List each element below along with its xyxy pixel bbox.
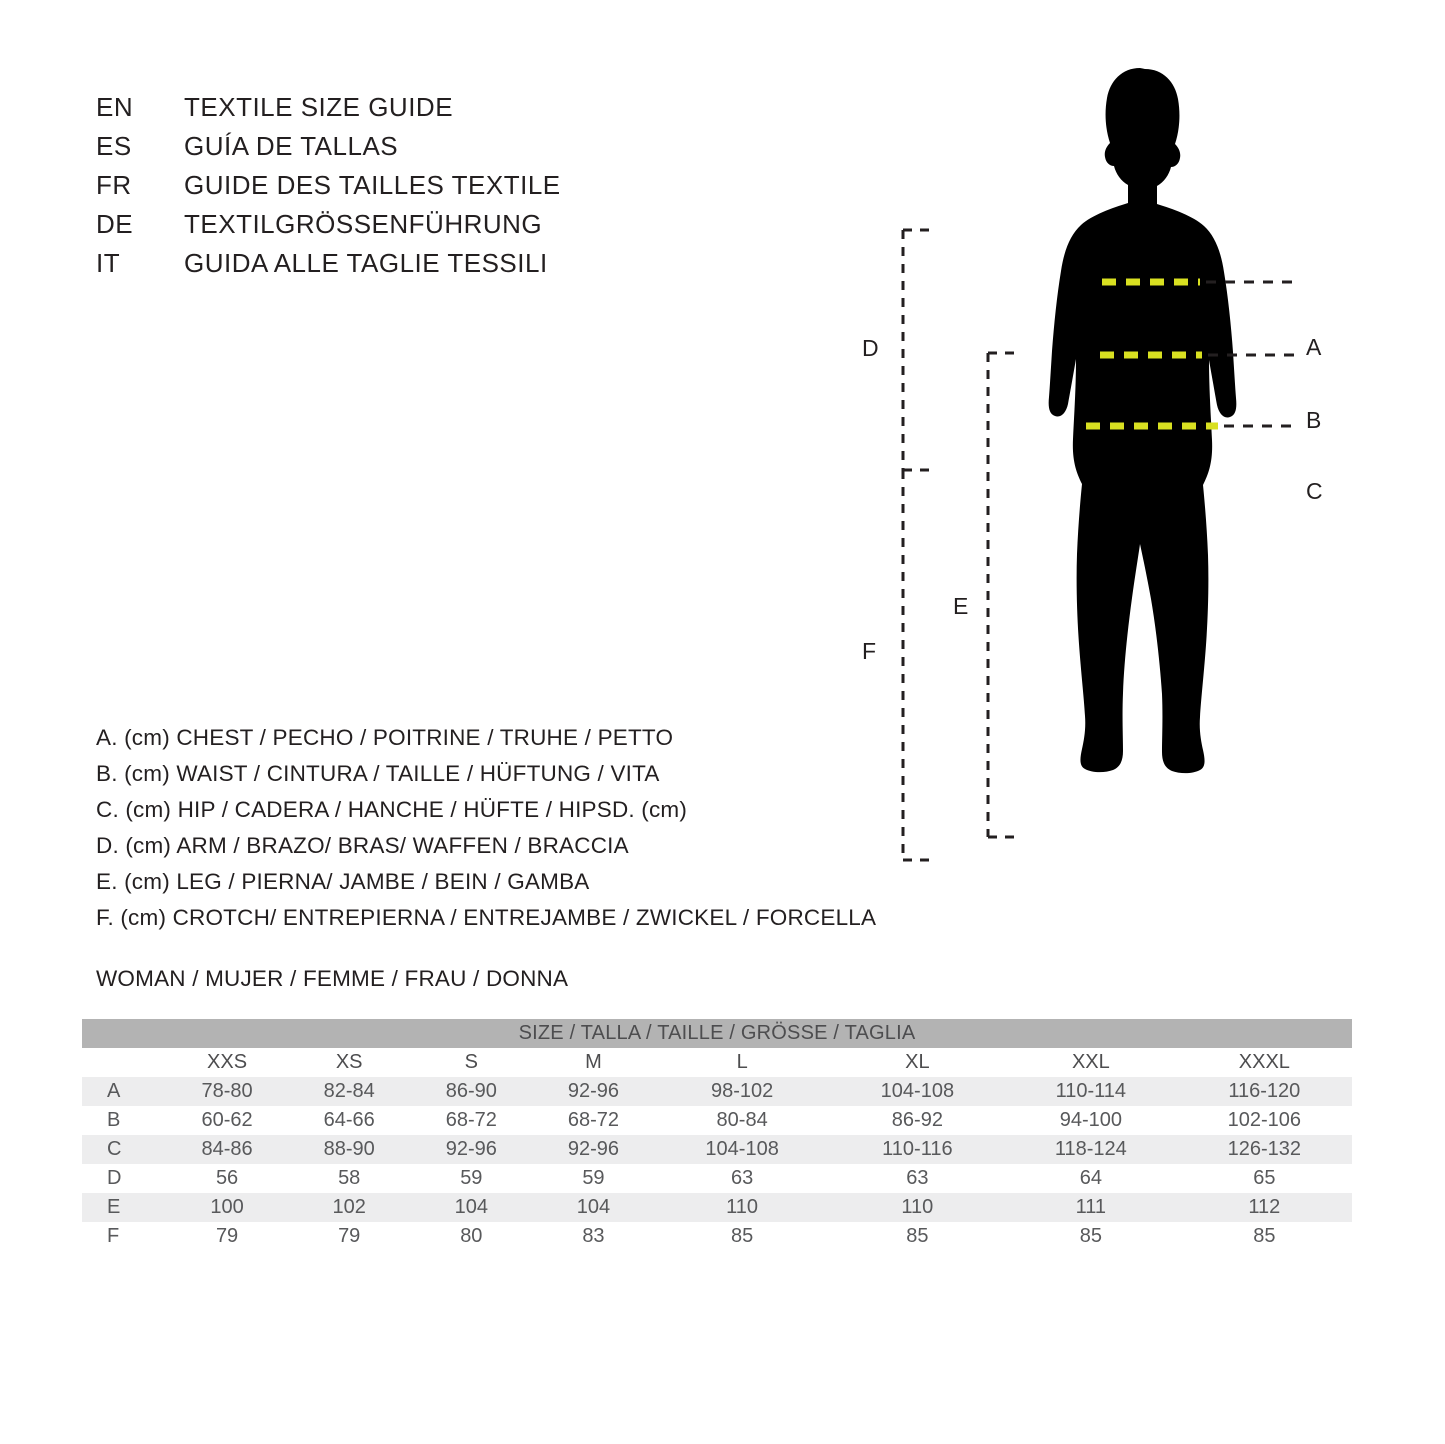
- row-label-d: D: [82, 1164, 166, 1193]
- title-text-it: GUIDA ALLE TAGLIE TESSILI: [184, 248, 548, 278]
- cell-a-xs: 82-84: [288, 1077, 410, 1106]
- marker-b: B: [1306, 407, 1322, 433]
- cell-f-m: 83: [532, 1222, 654, 1251]
- size-table-wrap: [82, 1019, 1352, 1251]
- cell-d-xxxl: 65: [1177, 1164, 1352, 1193]
- size-table: [82, 1019, 1352, 1251]
- legend-item-d: D. (cm) ARM / BRAZO/ BRAS/ WAFFEN / BRACCIA: [96, 833, 629, 858]
- cell-b-l: 80-84: [655, 1106, 830, 1135]
- title-row-en: [96, 92, 561, 131]
- cell-f-xxxl: 85: [1177, 1222, 1352, 1251]
- cell-d-xxl: 64: [1005, 1164, 1177, 1193]
- measurement-diagram: [840, 60, 1400, 910]
- row-label-f: F: [82, 1222, 166, 1251]
- table-row: [82, 1222, 1352, 1251]
- cell-e-xl: 110: [830, 1193, 1005, 1222]
- cell-b-xxl: 94-100: [1005, 1106, 1177, 1135]
- cell-e-s: 104: [410, 1193, 532, 1222]
- cell-f-xxs: 79: [166, 1222, 288, 1251]
- title-lang-en: EN: [96, 92, 134, 122]
- cell-f-xxl: 85: [1005, 1222, 1177, 1251]
- table-header-label: SIZE / TALLA / TAILLE / GRÖSSE / TAGLIA: [82, 1019, 1352, 1048]
- title-lang-es: ES: [96, 131, 132, 161]
- cell-f-l: 85: [655, 1222, 830, 1251]
- size-col-6: XXL: [1005, 1048, 1177, 1077]
- cell-c-m: 92-96: [532, 1135, 654, 1164]
- bracket-e: [988, 353, 1015, 837]
- size-col-1: XS: [288, 1048, 410, 1077]
- legend-item-f: F. (cm) CROTCH/ ENTREPIERNA / ENTREJAMBE / ZWICKEL / FORCELLA: [96, 905, 877, 930]
- title-lang-fr: FR: [96, 170, 132, 200]
- title-row-es: [96, 131, 561, 170]
- audience-label: WOMAN / MUJER / FEMME / FRAU / DONNA: [96, 966, 569, 991]
- title-lang-it: IT: [96, 248, 121, 278]
- cell-b-xl: 86-92: [830, 1106, 1005, 1135]
- cell-e-xxs: 100: [166, 1193, 288, 1222]
- cell-a-xl: 104-108: [830, 1077, 1005, 1106]
- size-col-7: XXXL: [1177, 1048, 1352, 1077]
- cell-e-xs: 102: [288, 1193, 410, 1222]
- cell-a-xxs: 78-80: [166, 1077, 288, 1106]
- cell-c-s: 92-96: [410, 1135, 532, 1164]
- cell-f-s: 80: [410, 1222, 532, 1251]
- cell-c-xs: 88-90: [288, 1135, 410, 1164]
- cell-a-s: 86-90: [410, 1077, 532, 1106]
- woman-silhouette: [1049, 68, 1237, 773]
- marker-c: C: [1306, 478, 1323, 504]
- title-text-es: GUÍA DE TALLAS: [184, 131, 399, 161]
- table-sizes-row: [82, 1048, 1352, 1077]
- cell-b-s: 68-72: [410, 1106, 532, 1135]
- title-text-en: TEXTILE SIZE GUIDE: [184, 92, 454, 122]
- title-text-de: TEXTILGRÖSSENFÜHRUNG: [184, 209, 543, 239]
- title-text-fr: GUIDE DES TAILLES TEXTILE: [184, 170, 561, 200]
- cell-c-xl: 110-116: [830, 1135, 1005, 1164]
- legend-item-b: B. (cm) WAIST / CINTURA / TAILLE / HÜFTUNG / VITA: [96, 761, 660, 786]
- title-row-it: [96, 248, 561, 287]
- cell-c-l: 104-108: [655, 1135, 830, 1164]
- marker-a: A: [1306, 334, 1322, 360]
- size-col-5: XL: [830, 1048, 1005, 1077]
- marker-e: E: [953, 593, 969, 619]
- cell-c-xxs: 84-86: [166, 1135, 288, 1164]
- size-col-2: S: [410, 1048, 532, 1077]
- cell-f-xl: 85: [830, 1222, 1005, 1251]
- cell-b-xs: 64-66: [288, 1106, 410, 1135]
- legend-block: [96, 725, 876, 941]
- cell-e-m: 104: [532, 1193, 654, 1222]
- row-label-e: E: [82, 1193, 166, 1222]
- cell-b-xxxl: 102-106: [1177, 1106, 1352, 1135]
- title-row-fr: [96, 170, 561, 209]
- row-label-a: A: [82, 1077, 166, 1106]
- size-col-3: M: [532, 1048, 654, 1077]
- cell-d-xxs: 56: [166, 1164, 288, 1193]
- cell-c-xxl: 118-124: [1005, 1135, 1177, 1164]
- bracket-f: [903, 470, 930, 860]
- cell-f-xs: 79: [288, 1222, 410, 1251]
- cell-d-l: 63: [655, 1164, 830, 1193]
- table-row: [82, 1106, 1352, 1135]
- table-row: [82, 1164, 1352, 1193]
- table-header-row: [82, 1019, 1352, 1048]
- cell-e-xxl: 111: [1005, 1193, 1177, 1222]
- cell-a-m: 92-96: [532, 1077, 654, 1106]
- table-row: [82, 1193, 1352, 1222]
- title-block: [96, 92, 561, 287]
- cell-e-l: 110: [655, 1193, 830, 1222]
- cell-d-s: 59: [410, 1164, 532, 1193]
- cell-d-m: 59: [532, 1164, 654, 1193]
- cell-b-xxs: 60-62: [166, 1106, 288, 1135]
- legend-item-a: A. (cm) CHEST / PECHO / POITRINE / TRUHE / PETTO: [96, 725, 674, 750]
- marker-f: F: [862, 638, 877, 664]
- title-lang-de: DE: [96, 209, 134, 239]
- table-row: [82, 1077, 1352, 1106]
- table-row: [82, 1135, 1352, 1164]
- legend-item-c: C. (cm) HIP / CADERA / HANCHE / HÜFTE / HIPSD. (cm): [96, 797, 688, 822]
- cell-d-xs: 58: [288, 1164, 410, 1193]
- size-col-4: L: [655, 1048, 830, 1077]
- bracket-d: [903, 230, 930, 470]
- sizes-row-corner: [82, 1048, 166, 1077]
- cell-c-xxxl: 126-132: [1177, 1135, 1352, 1164]
- cell-a-l: 98-102: [655, 1077, 830, 1106]
- title-row-de: [96, 209, 561, 248]
- size-col-0: XXS: [166, 1048, 288, 1077]
- cell-e-xxxl: 112: [1177, 1193, 1352, 1222]
- cell-b-m: 68-72: [532, 1106, 654, 1135]
- legend-item-e: E. (cm) LEG / PIERNA/ JAMBE / BEIN / GAMBA: [96, 869, 590, 894]
- row-label-b: B: [82, 1106, 166, 1135]
- row-label-c: C: [82, 1135, 166, 1164]
- cell-d-xl: 63: [830, 1164, 1005, 1193]
- marker-d: D: [862, 335, 879, 361]
- cell-a-xxl: 110-114: [1005, 1077, 1177, 1106]
- cell-a-xxxl: 116-120: [1177, 1077, 1352, 1106]
